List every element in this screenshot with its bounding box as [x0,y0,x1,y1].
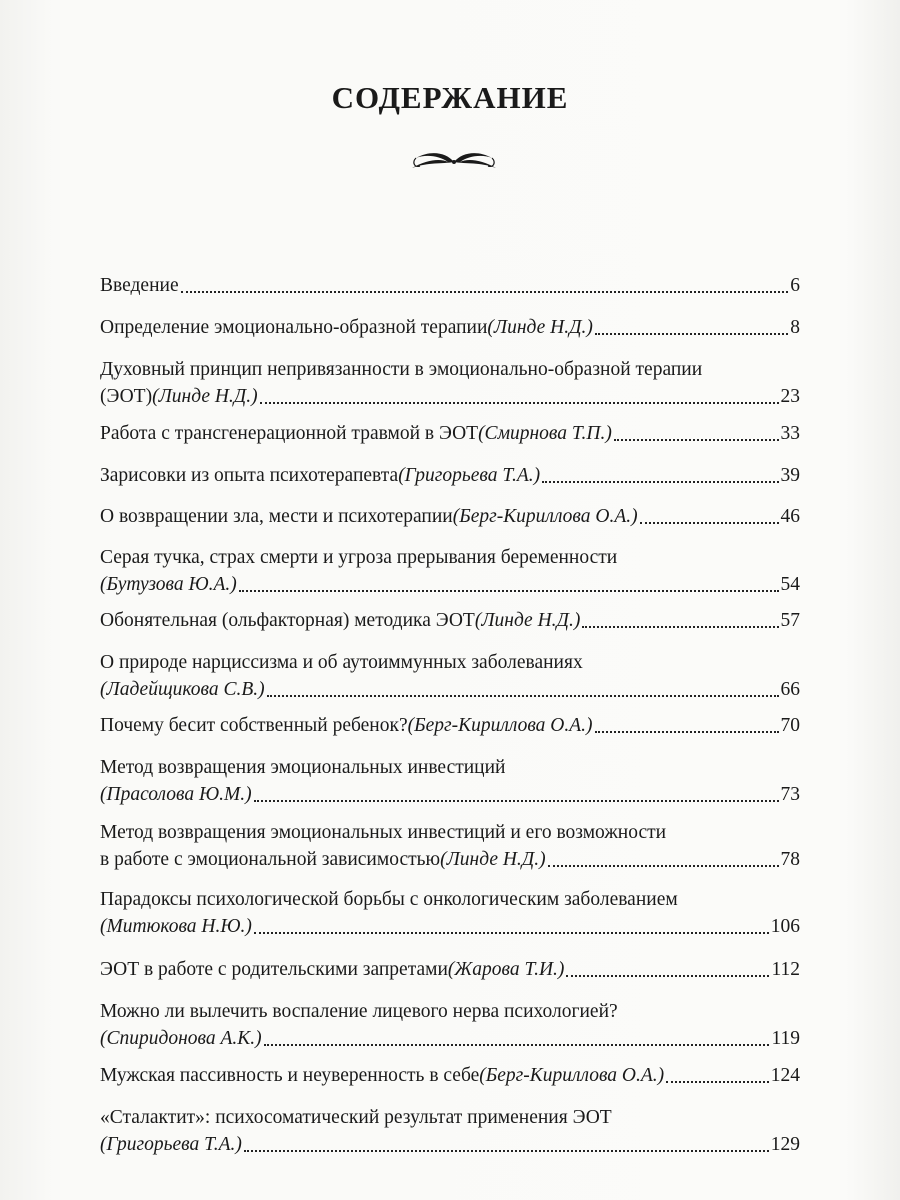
toc-entry[interactable] [100,356,800,410]
entry-title: Серая тучка, страх смерти и угроза прерывания беременности [100,547,618,568]
entry-author: (Берг-Кириллова О.А.) [452,506,638,527]
page-number: 106 [770,916,800,937]
entry-author: (Григорьева Т.А.) [398,465,541,486]
page-number: 73 [780,784,800,805]
entry-author: (Бутузова Ю.А.) [100,574,237,595]
entry-title: О возвращении зла, мести и психотерапии [100,506,453,527]
toc-entry[interactable] [100,607,800,634]
page-number: 33 [780,423,800,444]
entry-title: Определение эмоционально-образной терапии [100,317,488,338]
entry-author: (Ладейщикова С.В.) [100,679,265,700]
toc-entry[interactable]: Введение 6 [100,272,800,299]
entry-author: (Жарова Т.И.) [447,959,565,980]
entry-title: Обонятельная (ольфакторная) методика ЭОТ [100,610,475,631]
page-number: 124 [770,1065,800,1086]
entry-title: О природе нарциссизма и об аутоиммунных заболеваниях [100,652,583,673]
entry-author: (Спиридонова А.К.) [100,1028,262,1049]
toc-entry[interactable] [100,1104,800,1158]
page-number: 39 [780,465,800,486]
entry-author: (Смирнова Т.П.) [478,423,612,444]
entry-title: ЭОТ в работе с родительскими запретами [100,959,448,980]
entry-title-cont: в работе с эмоциональной зависимостью [100,849,441,870]
entry-author: (Григорьева Т.А.) [100,1134,242,1155]
entry-author: (Линде Н.Д.) [440,849,546,870]
toc-entry[interactable] [100,420,800,447]
toc-entry[interactable] [100,886,800,940]
entry-title: Метод возвращения эмоциональных инвестиций и его возможности [100,822,667,843]
page-number: 66 [780,679,800,700]
toc-entry[interactable] [100,462,800,489]
entry-title: Работа с трансгенерационной травмой в ЭОТ [100,423,479,444]
entry-title: Мужская пассивность и неуверенность в себе [100,1065,480,1086]
toc-entry[interactable] [100,819,800,873]
toc-entry[interactable] [100,544,800,598]
page-number: 112 [771,959,800,980]
toc-entry[interactable] [100,649,800,703]
flourish-ornament-icon [408,148,500,176]
entry-author: (Линде Н.Д.) [152,386,258,407]
entry-title: «Сталактит»: психосоматический результат применения ЭОТ [100,1107,612,1128]
toc-entry[interactable] [100,712,800,739]
entry-title: Почему бесит собственный ребенок? [100,715,408,736]
entry-author: (Прасолова Ю.М.) [100,784,252,805]
entry-title: Зарисовки из опыта психотерапевта [100,465,399,486]
entry-title: Духовный принцип непривязанности в эмоционально-образной терапии [100,359,703,380]
entry-author: (Берг-Кириллова О.А.) [479,1065,665,1086]
toc-entry[interactable] [100,503,800,530]
page-number: 57 [780,610,800,631]
page-title: СОДЕРЖАНИЕ [331,80,569,115]
entry-title: Метод возвращения эмоциональных инвестиций [100,757,506,778]
page-number: 78 [780,849,800,870]
toc-entry[interactable] [100,314,800,341]
entry-author: (Линде Н.Д.) [474,610,581,631]
page-number: 23 [780,386,800,407]
toc-entry[interactable] [100,754,800,808]
page-number: 8 [790,317,800,338]
page-number: 129 [770,1134,800,1155]
toc-entry[interactable] [100,956,800,983]
page-number: 119 [771,1028,800,1049]
entry-title: Парадоксы психологической борьбы с онкологическим заболеванием [100,889,678,910]
page-number: 6 [790,275,800,296]
entry-author: (Берг-Кириллова О.А.) [407,715,593,736]
toc-entry[interactable] [100,1062,800,1089]
toc-entry[interactable] [100,998,800,1052]
entry-author: (Митюкова Н.Ю.) [100,916,252,937]
page-number: 70 [780,715,800,736]
page-number: 54 [780,574,800,595]
entry-title: Можно ли вылечить воспаление лицевого нерва психологией? [100,1001,618,1022]
entry-author: (Линде Н.Д.) [487,317,593,338]
entry-title-cont: (ЭОТ) [100,386,153,407]
page-number: 46 [780,506,800,527]
